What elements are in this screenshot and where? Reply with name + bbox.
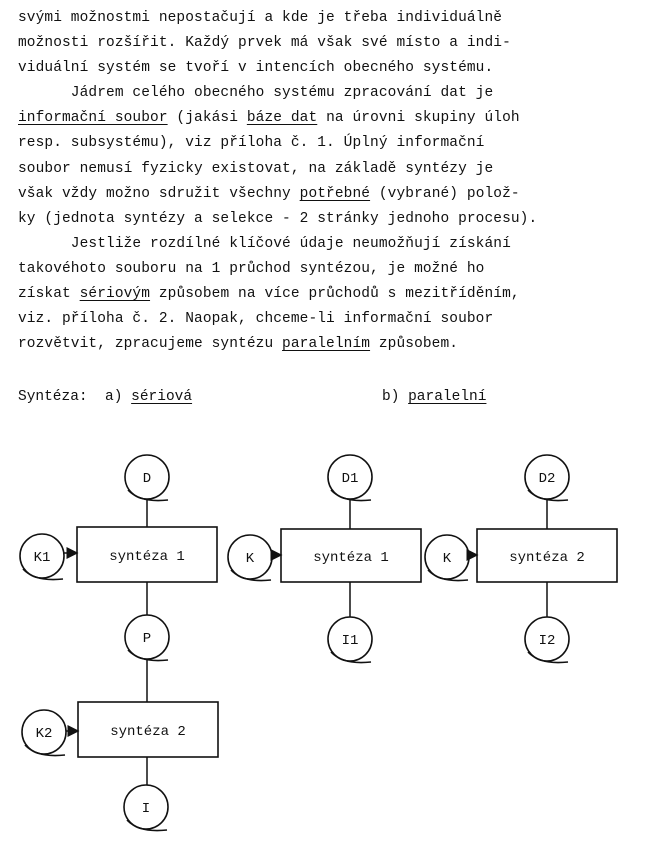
text-line: viduální systém se tvoří v intencích obecného systému. (18, 60, 494, 77)
key-circle-k2 (22, 710, 66, 756)
text-fragment: (vybrané) polož- (370, 185, 520, 202)
data-circle-d2 (525, 455, 569, 501)
data-circle-d1 (328, 455, 372, 501)
label-i1: I1 (341, 633, 359, 649)
text-line: možnosti rozšířit. Každý prvek má však své místo a indi- (18, 35, 511, 52)
text-fragment: rozvětvit, zpracujeme syntézu (18, 336, 283, 353)
label-k2: K2 (35, 726, 53, 742)
text-fragment: (jakási (167, 110, 247, 127)
text-line: resp. subsystému), viz příloha č. 1. Úplný informační (18, 135, 485, 152)
underlined-term: paralelním (282, 336, 371, 353)
text-fragment: však vždy možno sdružit všechny (18, 185, 300, 202)
label-d2: D2 (538, 471, 556, 487)
output-circle-i (124, 785, 168, 831)
key-circle-k-right (425, 535, 469, 581)
underlined-term: sériovým (79, 286, 151, 303)
label-synthesis-parallel-1: syntéza 1 (313, 550, 389, 566)
label-p: P (142, 631, 152, 647)
label-synthesis-parallel-2: syntéza 2 (509, 550, 585, 566)
label-i: I (141, 801, 151, 817)
label-k-left: K (245, 551, 255, 567)
text-line: Jestliže rozdílné klíčové údaje neumožňují získání (18, 235, 511, 252)
synthesis-box-2 (78, 702, 218, 757)
text-line: svými možnostmi nepostačují a kde je třeba individuálně (18, 10, 503, 26)
text-line: Jádrem celého obecného systému zpracování dat je (18, 85, 494, 102)
key-circle-k1 (20, 534, 64, 580)
label-d: D (142, 471, 152, 487)
text-line: soubor nemusí fyzicky existovat, na základě syntézy je (18, 160, 494, 177)
label-d1: D1 (341, 471, 359, 487)
underlined-term: potřebné (299, 185, 371, 202)
text-fragment: způsobem. (370, 336, 459, 353)
synthesis-box-parallel-1 (281, 529, 421, 582)
data-circle-d (125, 455, 169, 501)
text-fragment: způsobem na více průchodů s mezitříděním, (150, 286, 520, 303)
underlined-term: báze dat (246, 110, 318, 127)
text-line: takovéhoto souboru na 1 průchod syntézou, je možné ho (18, 260, 485, 277)
key-circle-k-left (228, 535, 272, 581)
output-circle-i2 (525, 617, 569, 663)
heading-b-prefix: b) (382, 389, 409, 405)
label-k1: K1 (33, 550, 51, 566)
parallel-diagram-right (425, 455, 617, 663)
synthesis-box-parallel-2 (477, 529, 617, 582)
text-line: ky (jednota syntézy a selekce - 2 stránky jednoho procesu). (18, 210, 538, 227)
label-k-right: K (442, 551, 452, 567)
text-fragment: získat (18, 286, 80, 303)
underlined-term: informační soubor (18, 110, 168, 127)
serial-diagram (20, 455, 218, 831)
text-line: viz. příloha č. 2. Naopak, chceme-li informační soubor (18, 311, 494, 328)
label-synthesis-1: syntéza 1 (109, 549, 185, 565)
heading-serial-word: sériová (131, 389, 193, 405)
heading-parallel-word: paralelní (408, 389, 487, 405)
output-circle-i1 (328, 617, 372, 663)
heading-a-prefix: a) (105, 389, 132, 405)
label-i2: I2 (538, 633, 556, 649)
synthesis-box-1 (77, 527, 217, 582)
parallel-diagram-left (228, 455, 421, 663)
heading-label: Syntéza: (18, 389, 88, 405)
intermediate-circle-p (125, 615, 169, 661)
text-fragment: na úrovni skupiny úloh (317, 110, 520, 127)
label-synthesis-2: syntéza 2 (110, 724, 186, 740)
